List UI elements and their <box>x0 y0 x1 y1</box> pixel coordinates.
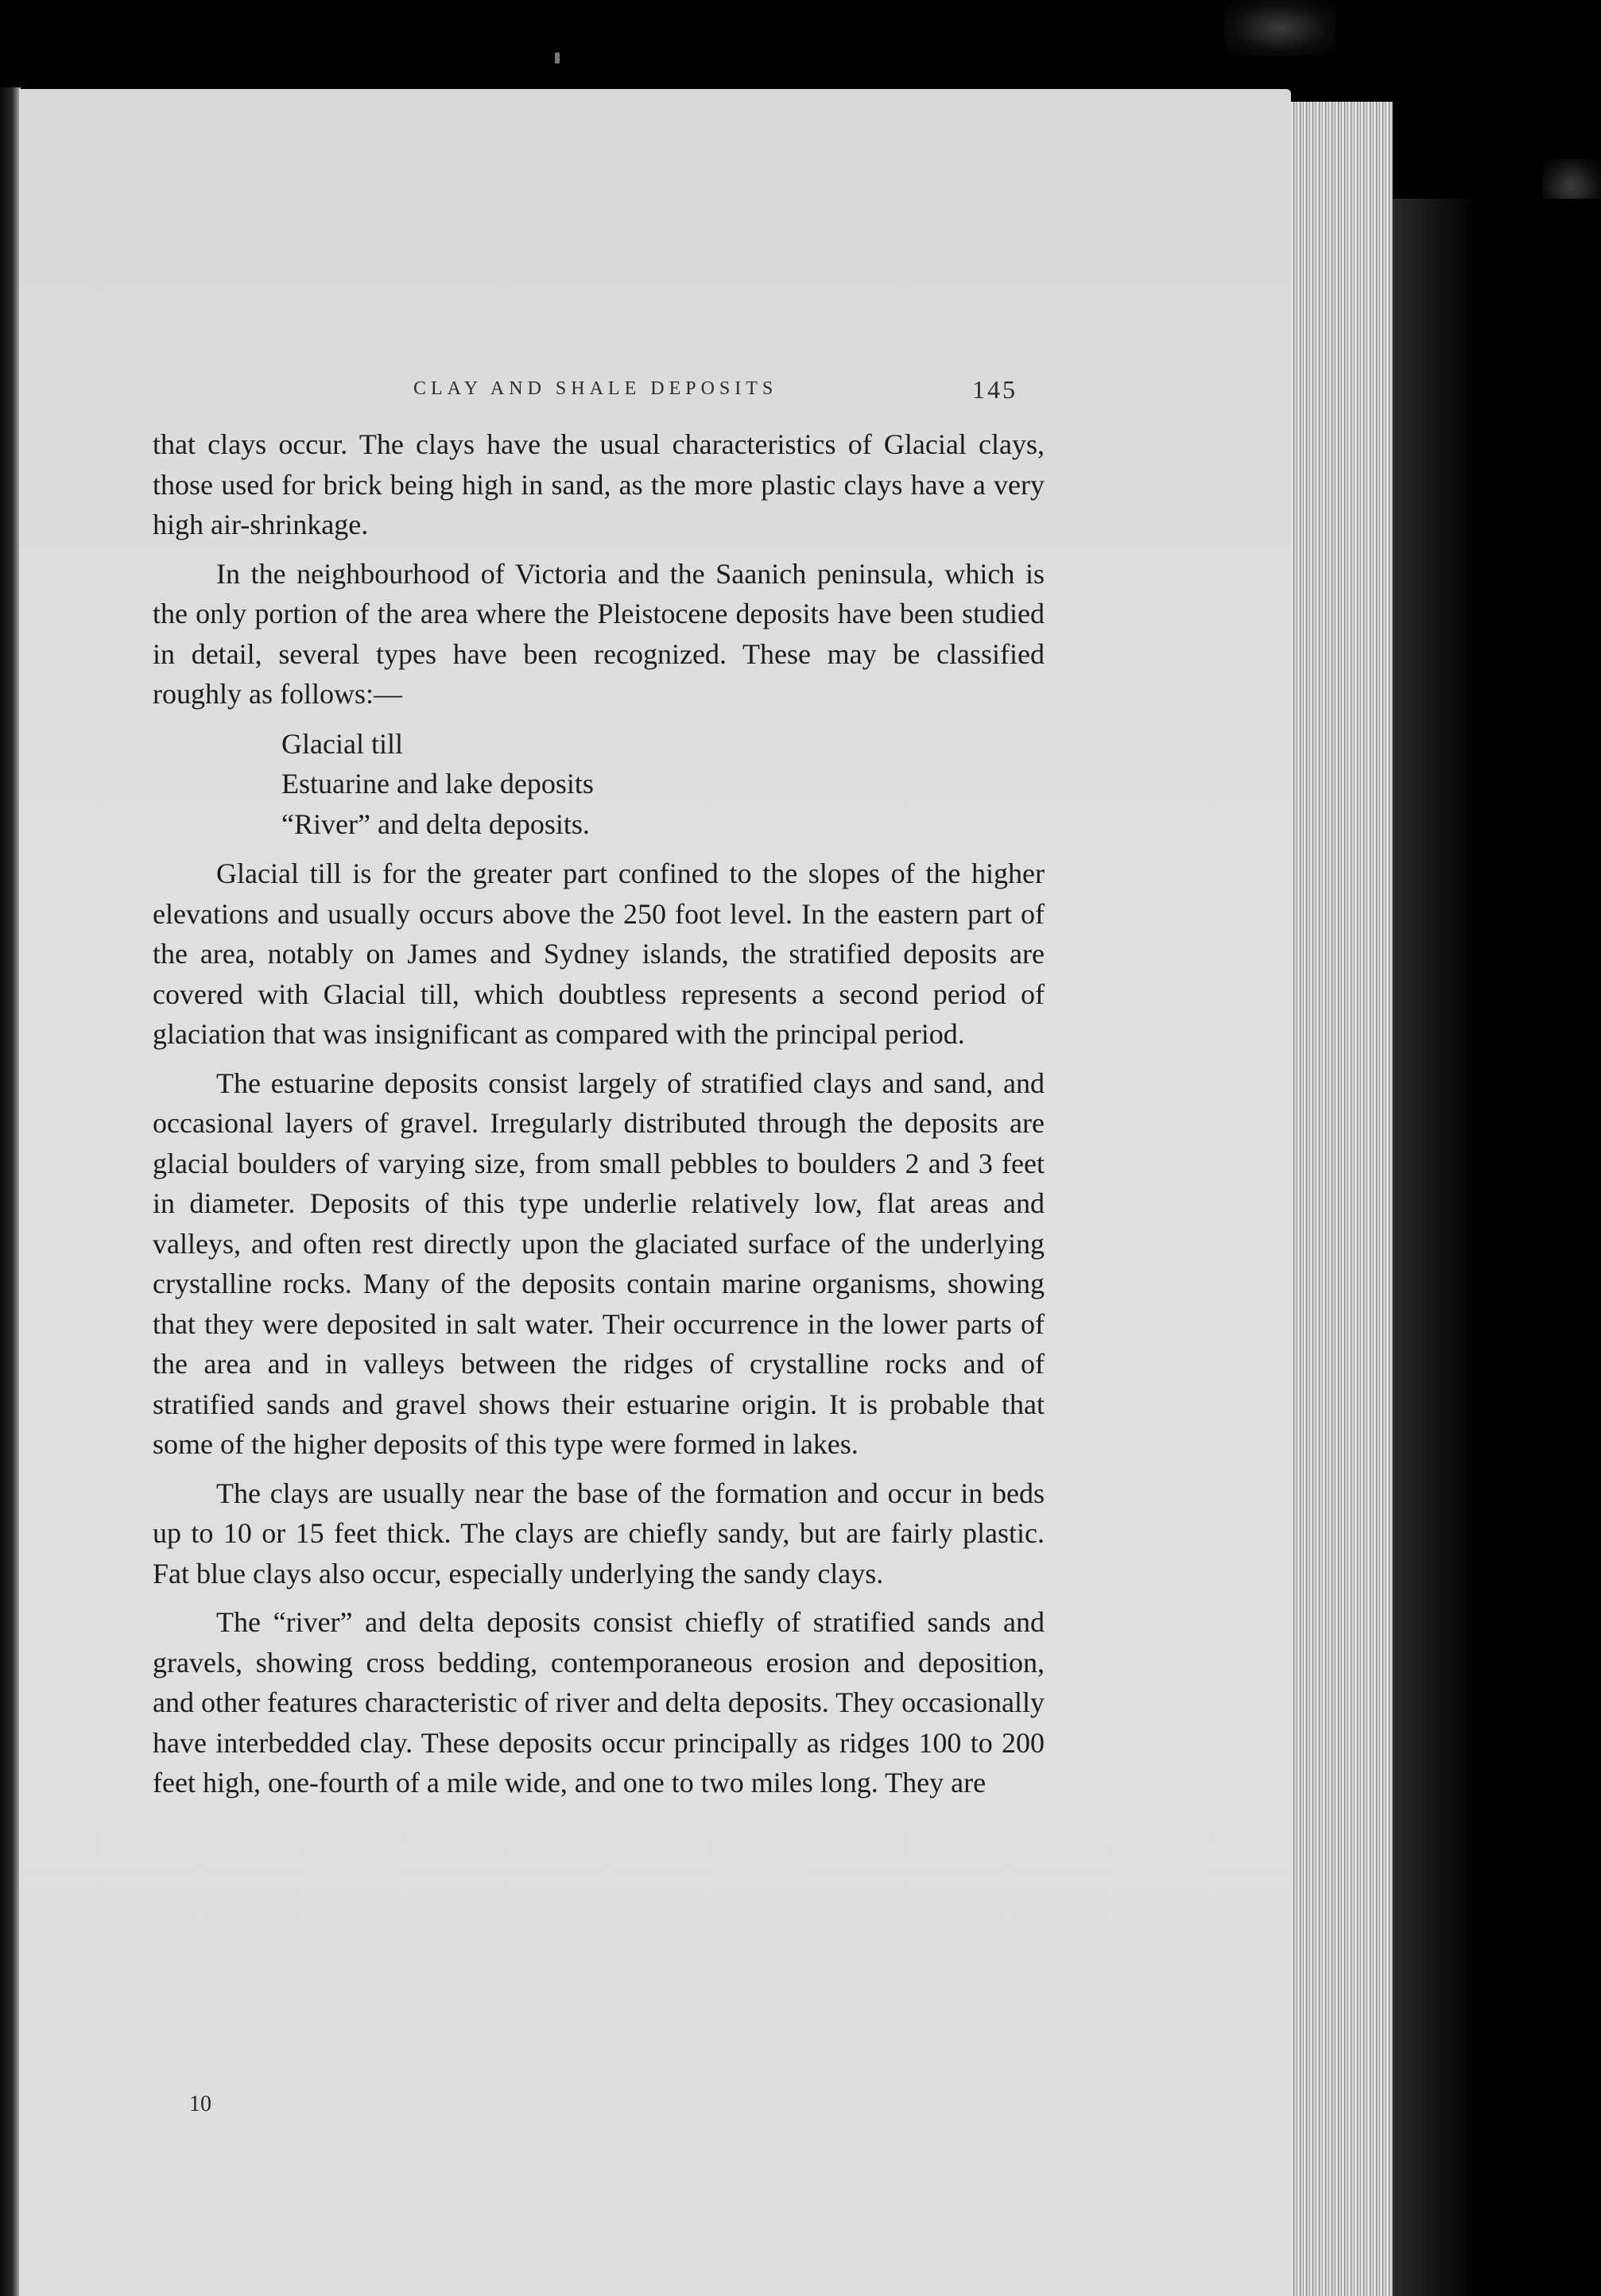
page-number: 145 <box>972 375 1018 404</box>
paragraph: The clays are usually near the base of the formation and occur in beds up to 10 or 15 feet thick. The clays are chiefly sandy, but are fairly plastic. Fat blue clays also occur, especially underlying the sandy clays. <box>153 1477 1045 1589</box>
list-item: Glacial till <box>281 727 403 760</box>
body-text <box>153 424 1045 1812</box>
background-shadow <box>1393 199 1601 2296</box>
paragraph: Glacial till is for the greater part confined to the slopes of the higher elevations and usually occurs above the 250 foot level. In the eastern part of the area, notably on James and Sydney islands, the stratified deposits are covered with Glacial till, which doubtless represents a second period of glaciation that was insignificant as compared with the principal period. <box>153 858 1045 1050</box>
paragraph: The estuarine deposits consist largely of stratified clays and sand, and occasional layers of gravel. Irregularly distributed through the deposits are glacial boulders of varying size, from small pebbles to boulders 2 and 3 feet in diameter. Deposits of this type underlie relatively low, flat areas and valleys, and often rest directly upon the glaciated surface of the underlying crystalline rocks. Many of the deposits contain marine organisms, showing that they were deposited in salt water. Their occurrence in the lower parts of the area and in valleys between the ridges of crystalline rocks and of stratified sands and gravel shows their estuarine origin. It is probable that some of the higher deposits of this type were formed in lakes. <box>153 1067 1045 1460</box>
signature-mark: 10 <box>189 2092 211 2116</box>
page-edges <box>1281 102 1393 2296</box>
paragraph: The “river” and delta deposits consist chiefly of stratified sands and gravels, showing cross bedding, contemporaneous erosion and deposition, and other features characteristic of river and delta deposits. They occasionally have interbedded clay. These deposits occur principally as ridges 100 to 200 feet high, one-fourth of a mile wide, and one to two miles long. They are <box>153 1606 1045 1798</box>
paragraph: that clays occur. The clays have the usual characteristics of Glacial clays, those used for brick being high in sand, as the more plastic clays have a very high air-shrinkage. <box>153 428 1045 540</box>
paragraph: In the neighbourhood of Victoria and the Saanich peninsula, which is the only portion of the area where the Pleistocene deposits have been studied in detail, several types have been recognized. These may be classified roughly as follows:— <box>153 557 1045 710</box>
running-head-title: CLAY AND SHALE DEPOSITS <box>413 378 778 399</box>
classification-list <box>281 724 1045 845</box>
binding-edge <box>0 87 21 2296</box>
scan-artifact <box>1224 0 1335 56</box>
scan-speck <box>555 52 560 64</box>
list-item: “River” and delta deposits. <box>281 807 590 840</box>
list-item: Estuarine and lake deposits <box>281 768 594 800</box>
running-head <box>413 375 1018 410</box>
